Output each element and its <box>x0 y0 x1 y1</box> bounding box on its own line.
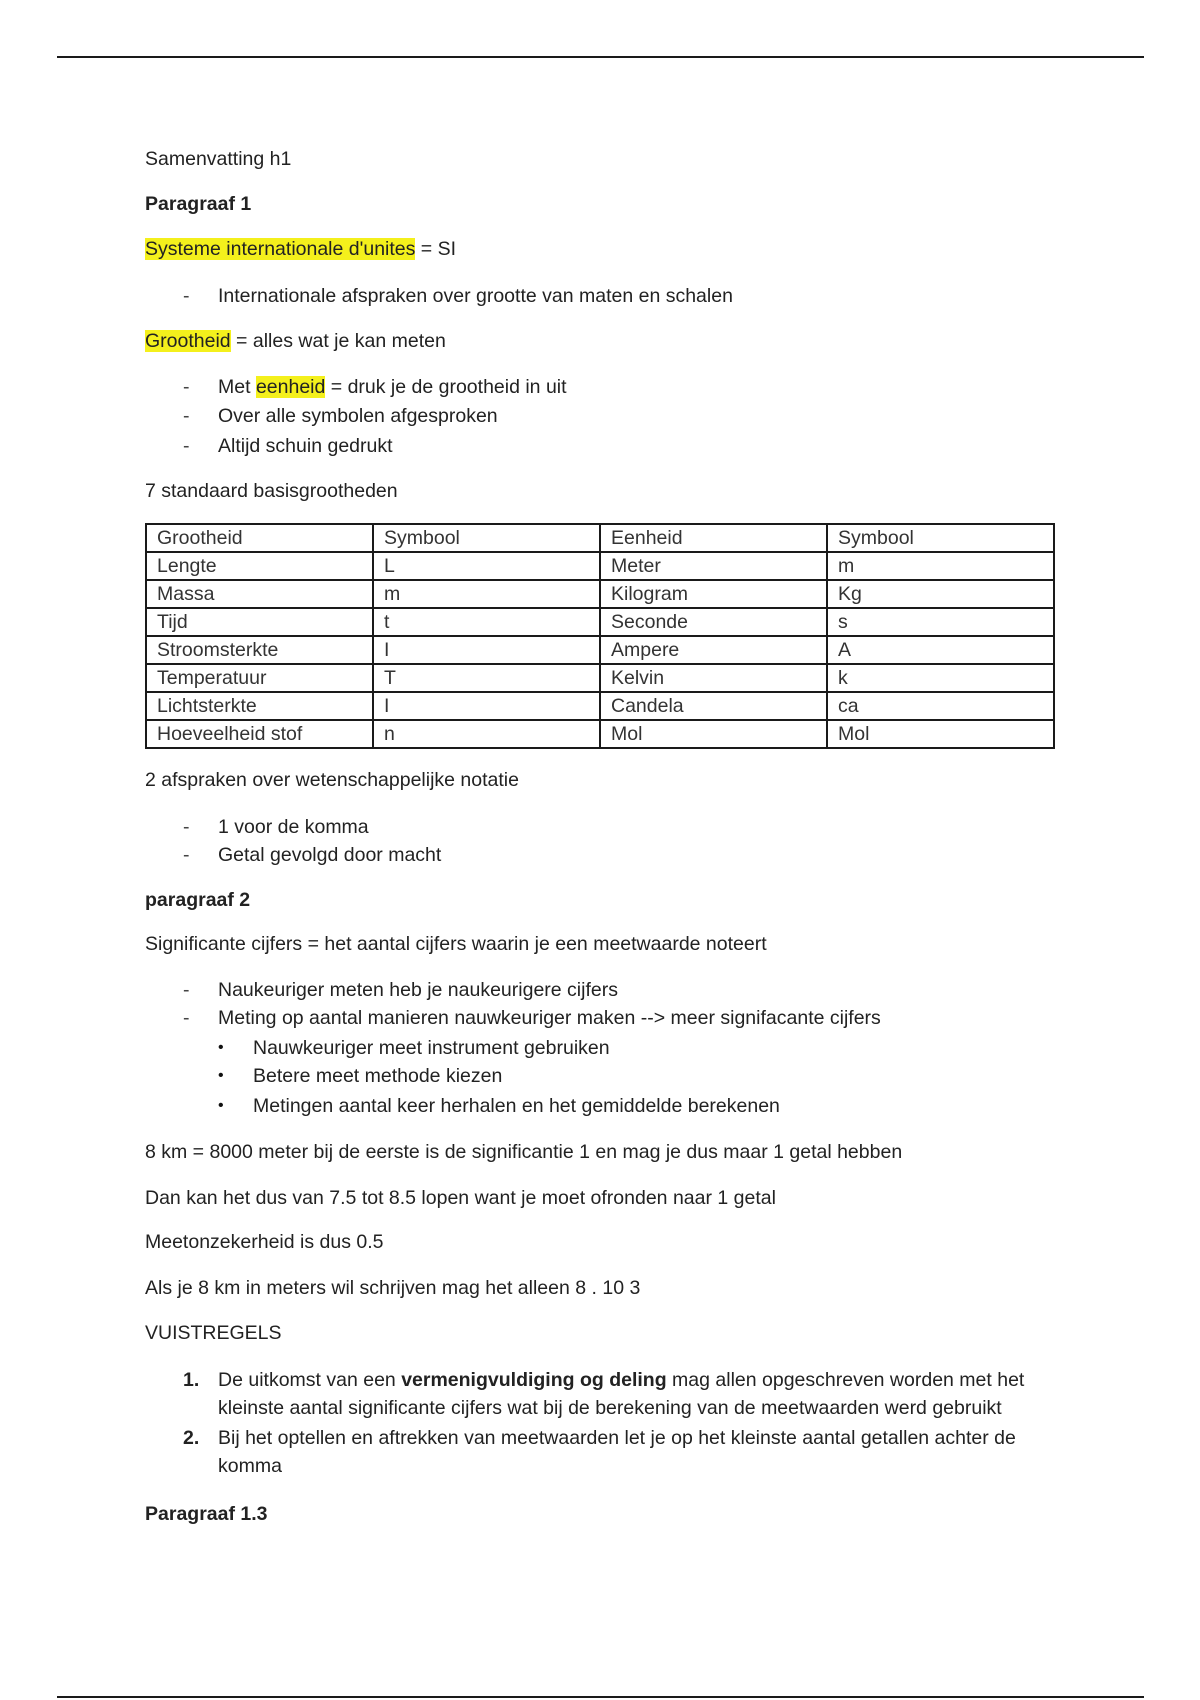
table-cell: Kg <box>827 580 1054 608</box>
numbered-item-text: Bij het optellen en aftrekken van meetwaarden let je op het kleinste aantal getallen achter de komma <box>218 1427 1016 1477</box>
header-rule <box>57 56 1144 58</box>
table-cell: Kilogram <box>600 580 827 608</box>
notation-intro: 2 afspraken over wetenschappelijke notatie <box>145 769 519 791</box>
table-header-cell: Symbool <box>373 524 600 552</box>
table-cell: Tijd <box>146 608 373 636</box>
table-row <box>146 692 1054 720</box>
table-cell: t <box>373 608 600 636</box>
list-item-text: Altijd schuin gedrukt <box>218 435 393 457</box>
table-cell: Candela <box>600 692 827 720</box>
section-heading-paragraaf-1: Paragraaf 1 <box>145 193 252 215</box>
paragraph: Als je 8 km in meters wil schrijven mag het alleen 8 . 10 3 <box>145 1277 641 1299</box>
eenheid-post: = druk je de grootheid in uit <box>325 376 567 398</box>
table-cell: Mol <box>600 720 827 748</box>
list-item-text: Meting op aantal manieren nauwkeuriger maken --> meer signifacante cijfers <box>218 1007 881 1029</box>
table-cell: Lengte <box>146 552 373 580</box>
table-cell: Kelvin <box>600 664 827 692</box>
dash-marker: - <box>183 844 190 866</box>
table-cell: Meter <box>600 552 827 580</box>
grootheid-definition <box>145 329 446 353</box>
dash-marker: - <box>183 405 190 427</box>
dash-marker: - <box>183 816 190 838</box>
si-units-table <box>145 523 1055 749</box>
table-cell: ca <box>827 692 1054 720</box>
eenheid-pre: Met <box>218 376 256 398</box>
document-title: Samenvatting h1 <box>145 148 292 170</box>
numbered-item-text <box>218 1366 1048 1422</box>
table-row <box>146 664 1054 692</box>
table-cell: Stroomsterkte <box>146 636 373 664</box>
table-intro: 7 standaard basisgrootheden <box>145 480 398 502</box>
list-item-text: Internationale afspraken over grootte van maten en schalen <box>218 285 733 307</box>
table-cell: s <box>827 608 1054 636</box>
eenheid-term-highlight: eenheid <box>255 376 326 398</box>
si-definition <box>145 237 456 261</box>
table-header-cell: Eenheid <box>600 524 827 552</box>
si-term-highlight: Systeme internationale d'unites <box>145 238 416 260</box>
table-cell: k <box>827 664 1054 692</box>
list-item-text: 1 voor de komma <box>218 816 369 838</box>
table-cell: T <box>373 664 600 692</box>
dash-marker: - <box>183 979 190 1001</box>
paragraph: Dan kan het dus van 7.5 tot 8.5 lopen want je moet ofronden naar 1 getal <box>145 1187 776 1209</box>
number-marker: 1. <box>183 1369 200 1391</box>
table-header-row <box>146 524 1054 552</box>
table-cell: Temperatuur <box>146 664 373 692</box>
bullet-icon: • <box>218 1097 224 1114</box>
table-cell: A <box>827 636 1054 664</box>
paragraph: 8 km = 8000 meter bij de eerste is de significantie 1 en mag je dus maar 1 getal hebben <box>145 1141 903 1163</box>
rules-heading: VUISTREGELS <box>145 1322 282 1344</box>
table-row <box>146 608 1054 636</box>
list-item-text: Getal gevolgd door macht <box>218 844 442 866</box>
rule1-bold: vermenigvuldiging og deling <box>401 1369 667 1391</box>
table-cell: Ampere <box>600 636 827 664</box>
table-row <box>146 636 1054 664</box>
significant-figures-definition: Significante cijfers = het aantal cijfers waarin je een meetwaarde noteert <box>145 933 767 955</box>
table-cell: Hoeveelheid stof <box>146 720 373 748</box>
table-header-cell: Grootheid <box>146 524 373 552</box>
bullet-item-text: Metingen aantal keer herhalen en het gemiddelde berekenen <box>253 1095 780 1117</box>
rule1-pre: De uitkomst van een <box>218 1369 402 1391</box>
dash-marker: - <box>183 376 190 398</box>
grootheid-definition-rest: = alles wat je kan meten <box>230 330 446 352</box>
dash-marker: - <box>183 1007 190 1029</box>
bullet-icon: • <box>218 1067 224 1084</box>
section-heading-paragraaf-1-3: Paragraaf 1.3 <box>145 1503 268 1525</box>
table-cell: m <box>827 552 1054 580</box>
section-heading-paragraaf-2: paragraaf 2 <box>145 889 251 911</box>
table-row <box>146 720 1054 748</box>
footer-rule <box>57 1696 1144 1698</box>
table-cell: I <box>373 636 600 664</box>
table-row <box>146 580 1054 608</box>
si-definition-rest: = SI <box>415 238 457 260</box>
list-item-text: Naukeuriger meten heb je naukeurigere cijfers <box>218 979 618 1001</box>
table-cell: Massa <box>146 580 373 608</box>
grootheid-term-highlight: Grootheid <box>145 330 231 352</box>
table-cell: n <box>373 720 600 748</box>
list-item-text <box>218 375 567 399</box>
table-row <box>146 552 1054 580</box>
bullet-icon: • <box>218 1039 224 1056</box>
bullet-item-text: Nauwkeuriger meet instrument gebruiken <box>253 1037 610 1059</box>
list-item-text: Over alle symbolen afgesproken <box>218 405 498 427</box>
paragraph: Meetonzekerheid is dus 0.5 <box>145 1231 384 1253</box>
number-marker: 2. <box>183 1427 200 1449</box>
dash-marker: - <box>183 435 190 457</box>
rule1-post: mag allen opgeschreven worden met het kleinste aantal significante cijfers wat bij de berekening van de meetwaarden werd gebruikt <box>218 1369 1025 1419</box>
table-header-cell: Symbool <box>827 524 1054 552</box>
dash-marker: - <box>183 285 190 307</box>
table-cell: L <box>373 552 600 580</box>
bullet-item-text: Betere meet methode kiezen <box>253 1065 503 1087</box>
table-cell: Mol <box>827 720 1054 748</box>
table-cell: Lichtsterkte <box>146 692 373 720</box>
table-cell: Seconde <box>600 608 827 636</box>
table-cell: m <box>373 580 600 608</box>
table-cell: I <box>373 692 600 720</box>
